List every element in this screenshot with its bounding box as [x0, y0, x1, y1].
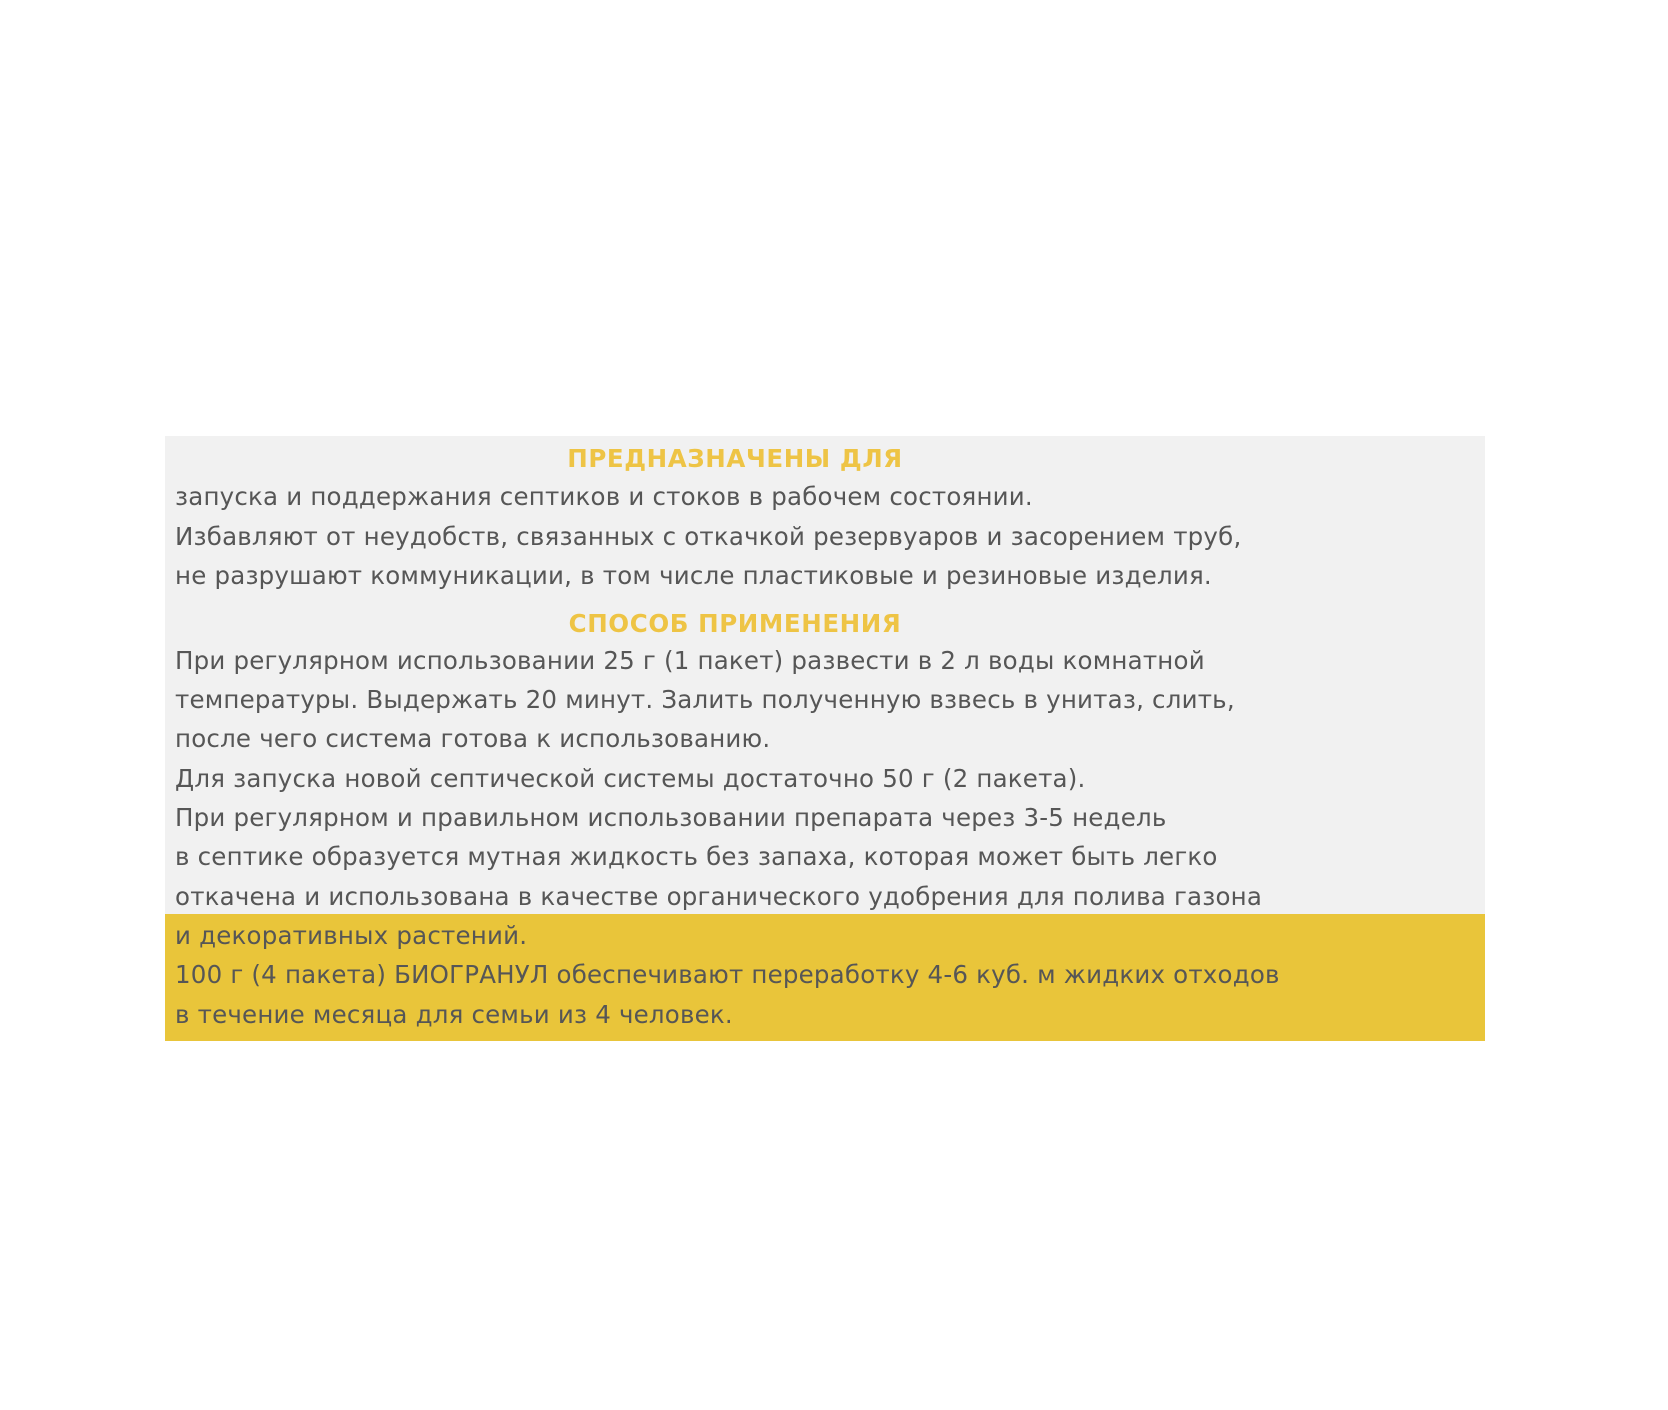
purpose-line: запуска и поддержания септиков и стоков в рабочем состоянии.: [175, 482, 1033, 511]
usage-line: Для запуска новой септической системы достаточно 50 г (2 пакета).: [175, 764, 1086, 793]
usage-line: после чего система готова к использованию.: [175, 724, 771, 753]
usage-line: 100 г (4 пакета) БИОГРАНУЛ обеспечивают переработку 4-6 куб. м жидких отходов: [175, 960, 1280, 989]
usage-line: в течение месяца для семьи из 4 человек.: [175, 1000, 733, 1029]
purpose-line: не разрушают коммуникации, в том числе пластиковые и резиновые изделия.: [175, 561, 1212, 590]
purpose-heading: ПРЕДНАЗНАЧЕНЫ ДЛЯ: [567, 444, 903, 473]
usage-line: При регулярном и правильном использовании препарата через 3-5 недель: [175, 803, 1167, 832]
instruction-panel: [165, 436, 1485, 1041]
usage-line: в септике образуется мутная жидкость без запаха, которая может быть легко: [175, 842, 1218, 871]
usage-line: температуры. Выдержать 20 минут. Залить полученную взвесь в унитаз, слить,: [175, 685, 1235, 714]
usage-heading: СПОСОБ ПРИМЕНЕНИЯ: [568, 609, 902, 638]
usage-line: При регулярном использовании 25 г (1 пакет) развести в 2 л воды комнатной: [175, 646, 1205, 675]
usage-line: и декоративных растений.: [175, 921, 528, 950]
purpose-line: Избавляют от неудобств, связанных с откачкой резервуаров и засорением труб,: [175, 522, 1242, 551]
usage-line: откачена и использована в качестве органического удобрения для полива газона: [175, 882, 1263, 911]
